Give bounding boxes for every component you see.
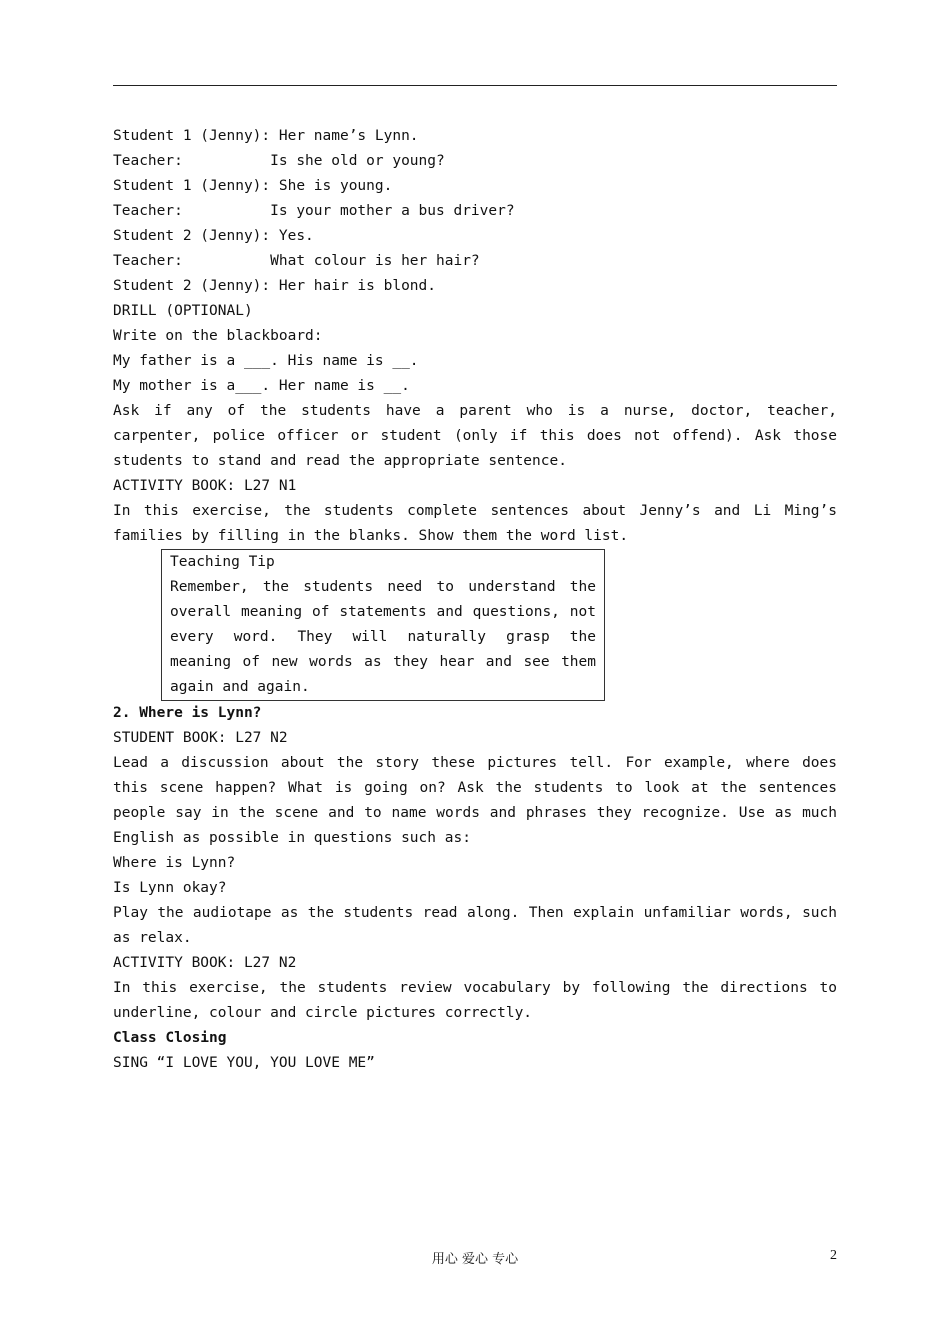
teaching-tip-title: Teaching Tip [170,554,275,570]
dialogue-line-3: Student 1 (Jenny): She is young. [113,178,393,194]
page-number: 2 [830,1248,837,1263]
dialogue-line-7: Student 2 (Jenny): Her hair is blond. [113,278,437,294]
dialogue-line-4: Teacher: Is your mother a bus driver? [113,203,515,219]
drill-instruction: Write on the blackboard: [113,328,323,344]
page-body [113,124,837,1076]
section-2-heading: 2. Where is Lynn? [113,705,262,721]
activity-book-paragraph-1: In this exercise, the students complete sentences about Jenny’s and Li Ming’s families by filling in the blanks. Show them the word list. [113,503,837,544]
activity-book-heading-1: ACTIVITY BOOK: L27 N1 [113,478,297,494]
drill-paragraph: Ask if any of the students have a parent who is a nurse, doctor, teacher, carpenter, police officer or student (only if this does not offend). Ask those students to stand and read the appropriate sentence. [113,403,837,469]
drill-heading: DRILL (OPTIONAL) [113,303,253,319]
teaching-tip-body: Remember, the students need to understand the overall meaning of statements and questions, not every word. They will naturally grasp the meaning of new words as they hear and see them again and again. [170,579,596,695]
dialogue-line-1: Student 1 (Jenny): Her name’s Lynn. [113,128,419,144]
dialogue-line-6: Teacher: What colour is her hair? [113,253,480,269]
activity-book-heading-2: ACTIVITY BOOK: L27 N2 [113,955,297,971]
header-rule [113,85,837,86]
dialogue-line-5: Student 2 (Jenny): Yes. [113,228,314,244]
class-closing-heading: Class Closing [113,1030,227,1046]
section-2-paragraph: Lead a discussion about the story these pictures tell. For example, where does this scene happen? What is going on? Ask the students to look at the sentences people say in the scene and to name words and phrases they recognize. Use as much English as possible in questions such as: [113,755,837,846]
teaching-tip-box [161,549,605,701]
activity-book-paragraph-2: In this exercise, the students review vocabulary by following the directions to underline, colour and circle pictures correctly. [113,980,837,1021]
question-is-lynn-okay: Is Lynn okay? [113,880,227,896]
section-2-paragraph-2: Play the audiotape as the students read along. Then explain unfamiliar words, such as relax. [113,905,837,946]
closing-song: SING “I LOVE YOU, YOU LOVE ME” [113,1055,375,1071]
student-book-heading: STUDENT BOOK: L27 N2 [113,730,288,746]
question-where-is-lynn: Where is Lynn? [113,855,236,871]
dialogue-line-2: Teacher: Is she old or young? [113,153,445,169]
drill-sentence-mother: My mother is a___. Her name is __. [113,378,410,394]
footer-motto: 用心 爱心 专心 [431,1252,519,1267]
drill-sentence-father: My father is a ___. His name is __. [113,353,419,369]
